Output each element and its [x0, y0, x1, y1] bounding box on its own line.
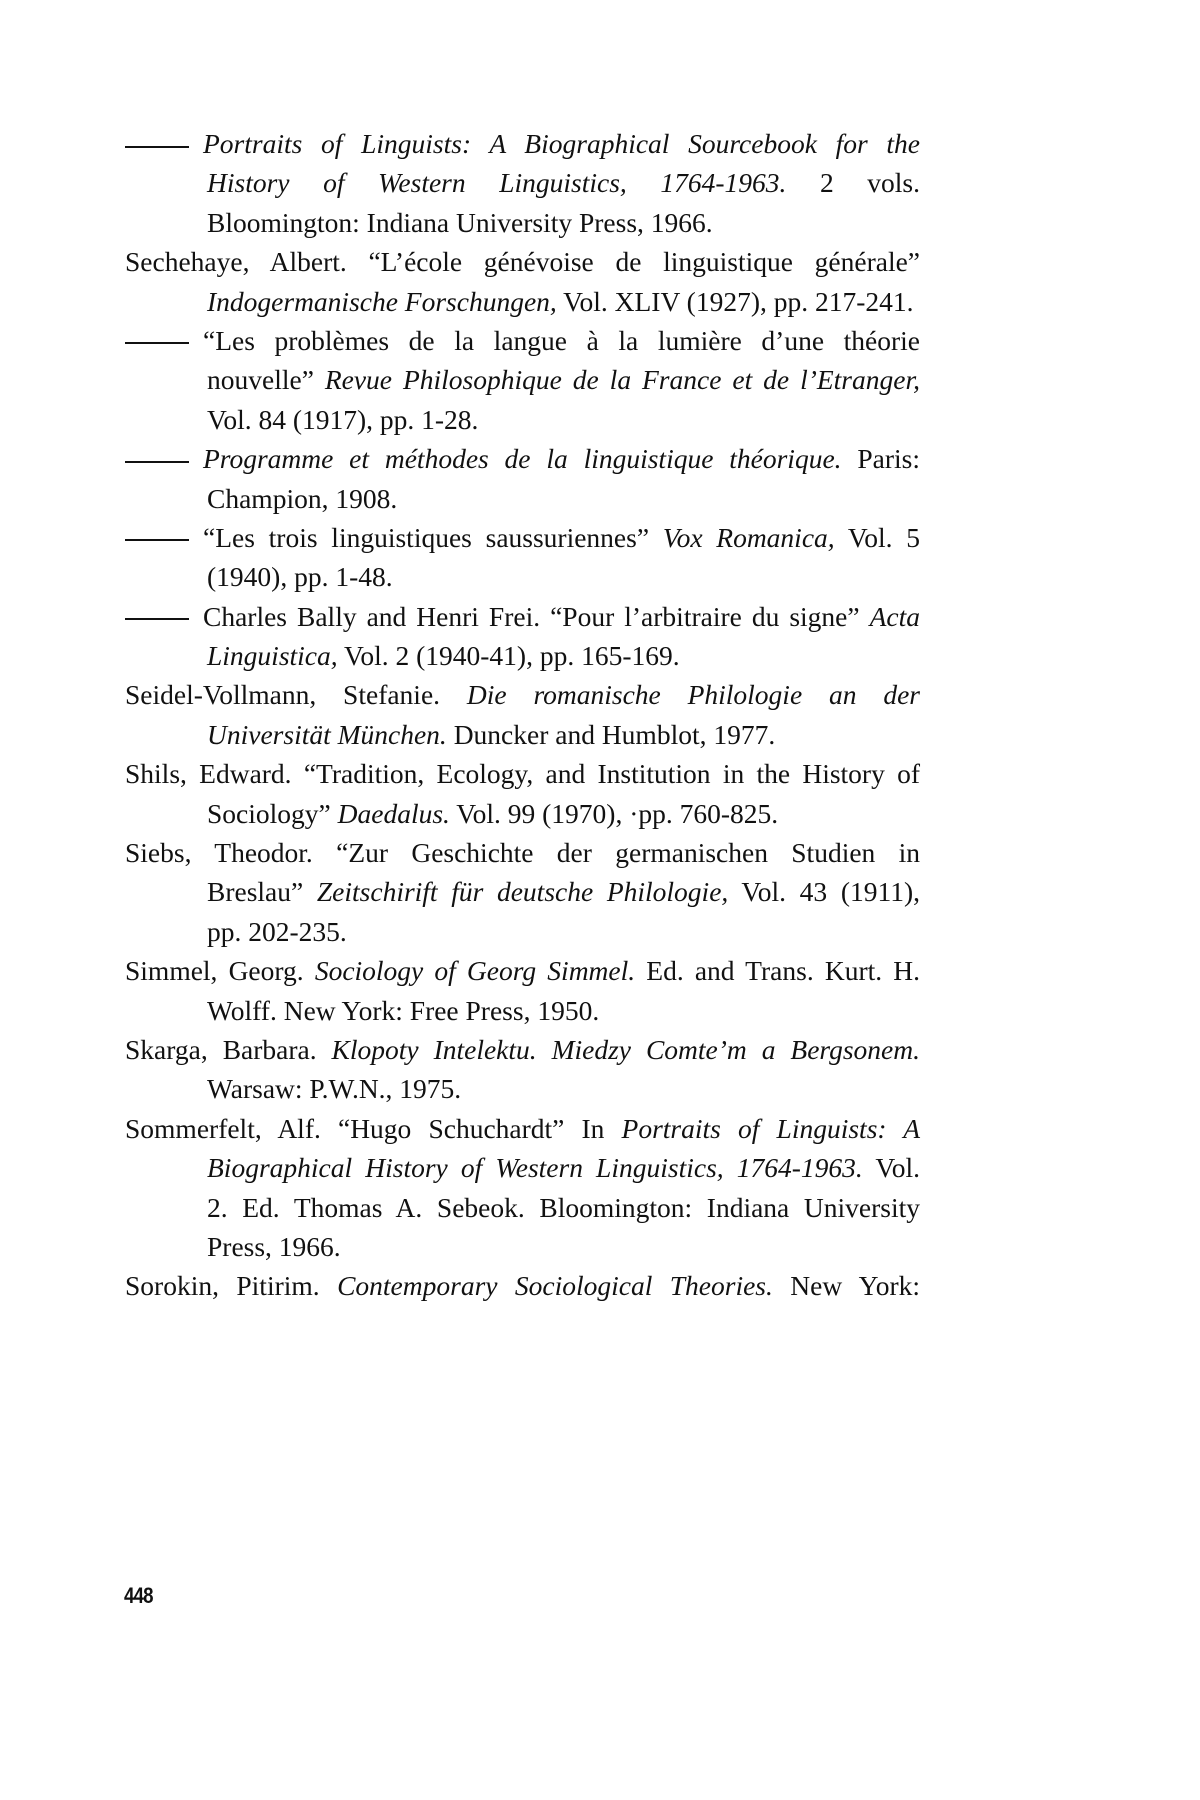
- italic-title-text: Die romanische Philologie an der: [466, 679, 920, 711]
- bibliography-entry: [125, 597, 920, 676]
- italic-title-text: Universität München.: [207, 718, 447, 750]
- entry-line: [125, 557, 920, 596]
- repeated-author-dash: [125, 461, 189, 463]
- bibliography-entry: [125, 833, 920, 951]
- citation-text: Paris:: [841, 443, 921, 475]
- citation-text: “Les trois linguistiques saussuriennes”: [203, 521, 663, 553]
- entry-line: [125, 242, 920, 281]
- entry-line: [125, 1188, 920, 1227]
- italic-title-text: Portraits of Linguists: A: [621, 1112, 920, 1144]
- italic-title-text: Contemporary Sociological Theories.: [337, 1270, 773, 1302]
- entry-line: [125, 597, 920, 636]
- entry-line: [125, 636, 920, 675]
- citation-text: Ed. and Trans. Kurt. H.: [635, 955, 920, 987]
- entry-line: [125, 1266, 920, 1305]
- entry-line: [125, 1148, 920, 1187]
- bibliography-entry: [125, 1109, 920, 1267]
- citation-text: Skarga, Barbara.: [125, 1033, 332, 1065]
- citation-text: pp. 202-235.: [207, 915, 347, 947]
- entry-line: [125, 872, 920, 911]
- citation-text: Duncker and Humblot, 1977.: [446, 718, 776, 750]
- bibliography-entry: [125, 242, 920, 321]
- citation-text: 2 vols.: [786, 167, 920, 199]
- entry-line: [125, 518, 920, 557]
- entry-line: [125, 951, 920, 990]
- citation-text: 2. Ed. Thomas A. Sebeok. Bloomington: Indiana University: [207, 1191, 920, 1223]
- citation-text: Breslau”: [207, 876, 317, 908]
- entry-line: [125, 991, 920, 1030]
- citation-text: Vol. 84 (1917), pp. 1-28.: [207, 403, 479, 435]
- italic-title-text: Zeitschirift für deutsche Philologie,: [316, 876, 729, 908]
- entry-line: [125, 282, 920, 321]
- repeated-author-dash: [125, 146, 189, 148]
- bibliography-page: [125, 124, 920, 1306]
- page-number: 448: [124, 1583, 153, 1608]
- entry-line: [125, 1069, 920, 1108]
- italic-title-text: Linguistica,: [207, 640, 338, 672]
- italic-title-text: History of Western Linguistics, 1764-1963.: [207, 167, 787, 199]
- entry-line: [125, 675, 920, 714]
- citation-text: “Les problèmes de la langue à la lumière d’une théorie: [203, 324, 920, 356]
- bibliography-entry: [125, 1030, 920, 1109]
- entry-line: [125, 1030, 920, 1069]
- italic-title-text: Indogermanische Forschungen,: [207, 285, 557, 317]
- citation-text: Vol. 99 (1970), ·pp. 760-825.: [449, 797, 779, 829]
- citation-text: Vol. 5: [834, 521, 920, 553]
- bibliography-entry: [125, 518, 920, 597]
- entry-line: [125, 794, 920, 833]
- citation-text: Sechehaye, Albert. “L’école génévoise de linguistique générale”: [125, 246, 920, 278]
- citation-text: Simmel, Georg.: [125, 955, 315, 987]
- citation-text: Vol. 43 (1911),: [728, 876, 920, 908]
- entry-line: [125, 400, 920, 439]
- repeated-author-dash: [125, 342, 189, 344]
- italic-title-text: Klopoty Intelektu. Miedzy Comte’m a Bergsonem.: [331, 1033, 920, 1065]
- entry-line: [125, 479, 920, 518]
- citation-text: Seidel-Vollmann, Stefanie.: [125, 679, 467, 711]
- entry-line: [125, 124, 920, 163]
- entry-line: [125, 360, 920, 399]
- entry-line: [125, 321, 920, 360]
- citation-text: Sommerfelt, Alf. “Hugo Schuchardt” In: [125, 1112, 622, 1144]
- entry-line: [125, 754, 920, 793]
- entry-line: [125, 1109, 920, 1148]
- bibliography-entry: [125, 951, 920, 1030]
- citation-text: Warsaw: P.W.N., 1975.: [207, 1073, 462, 1105]
- bibliography-entry: [125, 1266, 920, 1305]
- citation-text: Vol.: [862, 1152, 920, 1184]
- bibliography-entry: [125, 439, 920, 518]
- citation-text: Sociology”: [207, 797, 338, 829]
- citation-text: Press, 1966.: [207, 1230, 341, 1262]
- italic-title-text: Vox Romanica,: [662, 521, 835, 553]
- citation-text: Bloomington: Indiana University Press, 1966.: [207, 206, 713, 238]
- citation-text: Charles Bally and Henri Frei. “Pour l’arbitraire du signe”: [203, 600, 870, 632]
- citation-text: Vol. XLIV (1927), pp. 217-241.: [556, 285, 914, 317]
- italic-title-text: Portraits of Linguists: A Biographical Sourcebook for the: [203, 128, 920, 159]
- bibliography-entry: [125, 124, 920, 242]
- citation-text: Champion, 1908.: [207, 482, 398, 514]
- entry-line: [125, 439, 920, 478]
- italic-title-text: Acta: [869, 600, 920, 632]
- bibliography-entry: [125, 675, 920, 754]
- repeated-author-dash: [125, 618, 189, 620]
- entry-line: [125, 203, 920, 242]
- citation-text: Vol. 2 (1940-41), pp. 165-169.: [337, 640, 680, 672]
- citation-text: Sorokin, Pitirim.: [125, 1270, 338, 1302]
- citation-text: Shils, Edward. “Tradition, Ecology, and Institution in the History of: [125, 758, 920, 790]
- italic-title-text: Sociology of Georg Simmel.: [314, 955, 636, 987]
- italic-title-text: Biographical History of Western Linguistics, 1764-1963.: [207, 1152, 863, 1184]
- citation-text: nouvelle”: [207, 364, 325, 396]
- italic-title-text: Revue Philosophique de la France et de l’Etranger,: [324, 364, 920, 396]
- entry-line: [125, 833, 920, 872]
- italic-title-text: Programme et méthodes de la linguistique théorique.: [203, 443, 842, 475]
- citation-text: New York:: [772, 1270, 921, 1302]
- citation-text: Wolff. New York: Free Press, 1950.: [207, 994, 600, 1026]
- italic-title-text: Daedalus.: [337, 797, 450, 829]
- bibliography-entry: [125, 754, 920, 833]
- entry-line: [125, 715, 920, 754]
- repeated-author-dash: [125, 539, 189, 541]
- citation-text: Siebs, Theodor. “Zur Geschichte der germanischen Studien in: [125, 837, 920, 869]
- citation-text: (1940), pp. 1-48.: [207, 561, 393, 593]
- entry-line: [125, 912, 920, 951]
- bibliography-entry: [125, 321, 920, 439]
- entry-line: [125, 163, 920, 202]
- entry-line: [125, 1227, 920, 1266]
